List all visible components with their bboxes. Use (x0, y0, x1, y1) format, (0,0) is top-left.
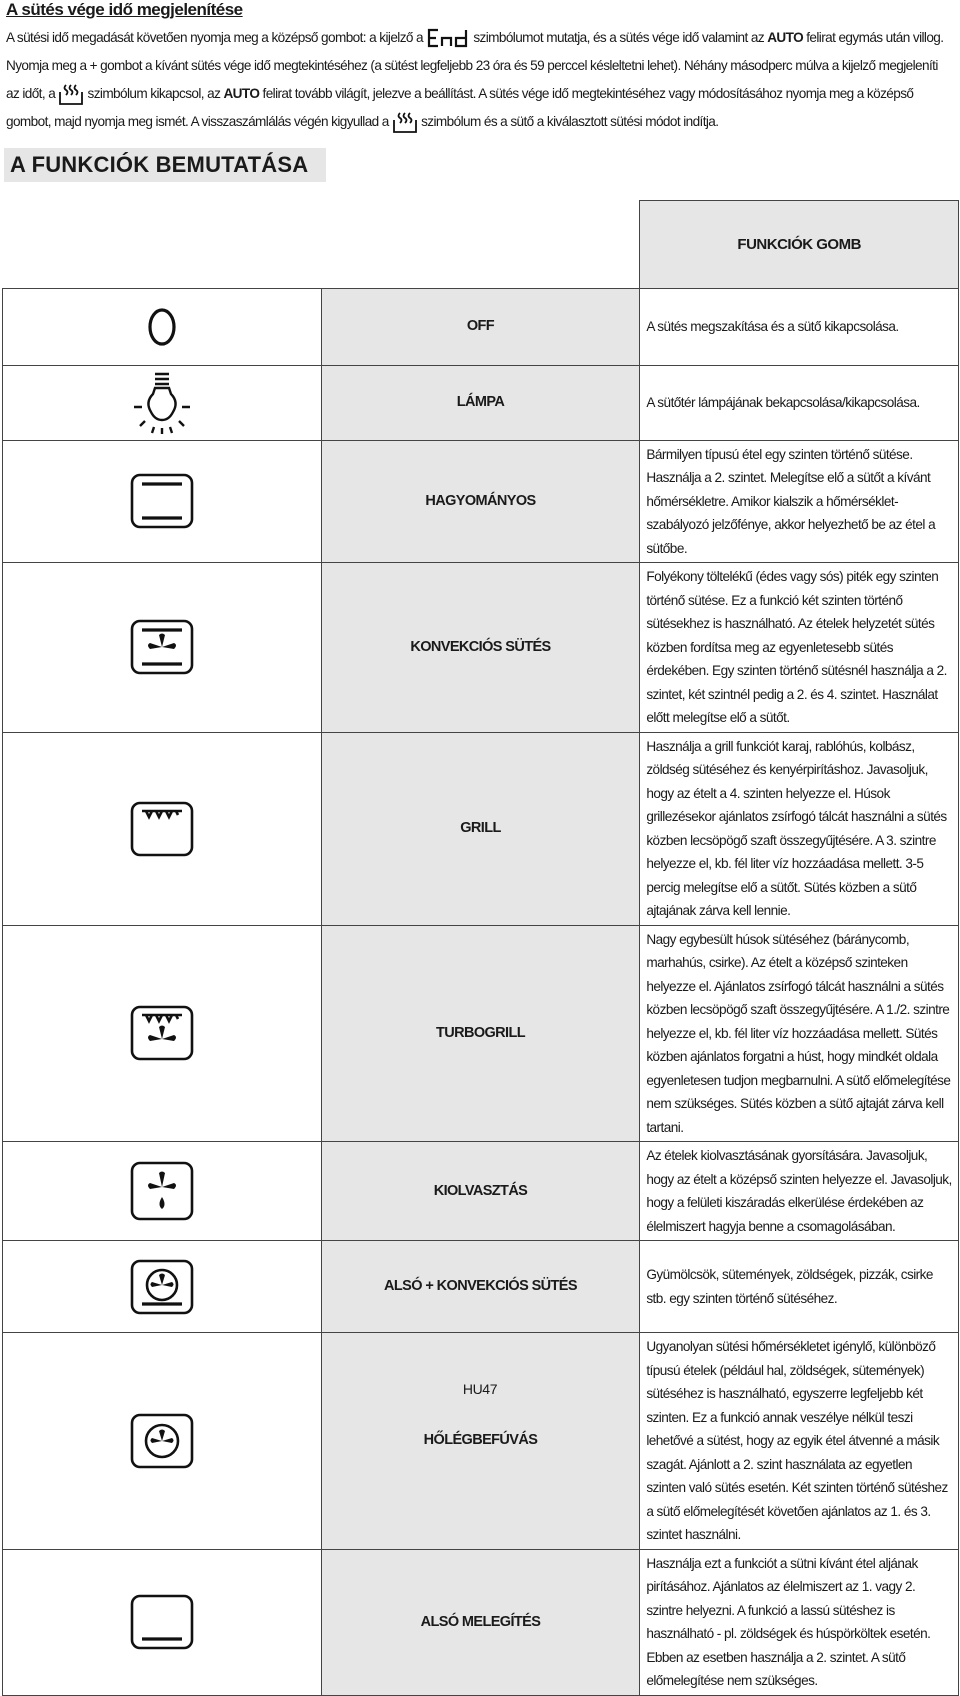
function-description: Nagy egybesült húsok sütéséhez (báránycomb, marhahús, csirke). Az ételt a középső szinteken helyezze el. Ajánlatos zsírfogó tálcát használni a sütés közben lecsöpögő szaft összegyűjtésére. A 1./2. szintre helyezze el, kb. fél liter víz hozzáadása mellett. Sütés közben ajánlatos forgatni a húst, hogy mindkét oldala egyenletesen tudjon megbarnulni. A sütő előmelegítése nem szükséges. Sütés közben a sütő ajtaját zárva kell tartani. (640, 925, 959, 1142)
table-row (3, 1241, 959, 1333)
function-name: KONVEKCIÓS SÜTÉS (321, 563, 640, 733)
function-name: OFF (321, 288, 640, 365)
defrost-icon (3, 1142, 322, 1241)
end-symbol-icon (426, 28, 470, 48)
table-row (3, 1333, 959, 1550)
function-name: GRILL (321, 732, 640, 925)
function-name: ALSÓ + KONVEKCIÓS SÜTÉS (321, 1241, 640, 1333)
turbogrill-icon (3, 925, 322, 1142)
section-title: A FUNKCIÓK BEMUTATÁSA (4, 148, 326, 182)
table-header-row (3, 201, 959, 289)
table-row (3, 365, 959, 440)
table-header-blank (3, 201, 640, 289)
function-description: A sütés megszakítása és a sütő kikapcsolása. (640, 288, 959, 365)
table-row (3, 1142, 959, 1241)
function-description: Gyümölcsök, sütemények, zöldségek, pizzák, csirke stb. egy szinten történő sütéséhez. (640, 1241, 959, 1333)
function-description: Folyékony töltelékű (édes vagy sós) piték egy szinten történő sütése. Ez a funkció két szinten történő sütésekhez is használható. Az ételek helyzetét sütés közben fordítsa meg az egyenletesebb sütés érdekében. Egy szinten történő sütésnél használja a 2. szintet, két szintnél pedig a 2. és 4. szintet. Használat előtt melegítse elő a sütőt. (640, 563, 959, 733)
table-row (3, 1549, 959, 1695)
function-name: LÁMPA (321, 365, 640, 440)
function-name: TURBOGRILL (321, 925, 640, 1142)
intro-text: felirat egymás után villog. Nyomja meg a + gombot a kívánt sütés vége idő megtekintéséhez (a sütést legfeljebb 23 óra és 59 perccel késleltetni lehet). Néhány másodperc múlva a kijelző megjeleníti az időt, a (6, 30, 944, 101)
intro-text: szimbólumot mutatja, és a sütés vége idő valamint az (470, 30, 768, 45)
function-description: Használja a grill funkciót karaj, rablóhús, kolbász, zöldség sütéséhez és kenyérpirításhoz. Javasoljuk, hogy az ételt a 4. szinten helyezze el. Húsok grillezésekor ajánlatos zsírfogó tálcát használni a sütés közben lecsöpögő szaft összegyűjtésére. A 3. szintre helyezze el, kb. fél liter víz hozzáadása mellett. 3-5 percig melegítse elő a sütőt. Sütés közben a sütő ajtajának zárva kell lennie. (640, 732, 959, 925)
function-description: A sütőtér lámpájának bekapcsolása/kikapcsolása. (640, 365, 959, 440)
function-name: KIOLVASZTÁS (321, 1142, 640, 1241)
bottom-heat-icon (3, 1549, 322, 1695)
table-row (3, 732, 959, 925)
intro-paragraph (6, 24, 954, 136)
table-header-title: FUNKCIÓK GOMB (640, 201, 959, 289)
function-description: Ugyanolyan sütési hőmérsékletet igénylő, különböző típusú ételek (például hal, zöldségek, sütemények) sütéséhez is használható, egyszerre legfeljebb két szinten. Ez a funkció annak veszélye nélkül teszi lehetővé a sütést, hogy az egyik étel átvenné a másik szagát. Ajánlott a 2. szint használata az egyetlen szinten való sütés esetén. Két szinten történő sütéshez a sütő előmelegítését követően ajánlatos az 1. és 3. szintet használni. (640, 1333, 959, 1550)
page-number: HU47 (462, 1381, 498, 1397)
function-name: HŐLÉGBEFÚVÁS (321, 1333, 640, 1550)
off-icon (3, 288, 322, 365)
table-row (3, 563, 959, 733)
table-row (3, 440, 959, 563)
cooking-symbol-icon (58, 82, 84, 106)
hot-air-icon (3, 1333, 322, 1550)
intro-text: A sütési idő megadását követően nyomja meg a középső gombot: a kijelző a (6, 30, 427, 45)
function-description: Bármilyen típusú étel egy szinten történő sütése. Használja a 2. szintet. Melegítse elő a sütőt a kívánt hőmérsékletre. Amikor kialszik a hőmérséklet-szabályozó jelzőfénye, akkor helyezhető be az étel a sütőbe. (640, 440, 959, 563)
intro-text: szimbólum kikapcsol, az (84, 86, 224, 101)
table-row (3, 925, 959, 1142)
conventional-icon (3, 440, 322, 563)
function-name: ALSÓ MELEGÍTÉS (321, 1549, 640, 1695)
intro-text: szimbólum és a sütő a kiválasztott sütési módot indítja. (417, 114, 719, 129)
lamp-icon (3, 365, 322, 440)
convection-icon (3, 563, 322, 733)
intro-text: felirat tovább világít, jelezve a beállítást. A sütés vége idő megtekintéséhez vagy módosításához nyomja meg a középső gombot, majd nyomja meg ismét. A visszaszámlálás végén kigyullad a (6, 86, 914, 129)
auto-label: AUTO (223, 86, 260, 101)
function-description: Az ételek kiolvasztásának gyorsítására. Javasoljuk, hogy az ételt a középső szinten helyezze el. Javasoljuk, hogy a felületi kiszáradás elkerülése érdekében az élelmiszert hagyja benne a csomagolásában. (640, 1142, 959, 1241)
functions-table (2, 200, 959, 1696)
function-name: HAGYOMÁNYOS (321, 440, 640, 563)
function-description: Használja ezt a funkciót a sütni kívánt étel aljának pirításához. Ajánlatos az élelmiszert az 1. vagy 2. szintre helyezni. A funkció a lassú sütéshez is használható - pl. zöldségek és húspörköltek esetén. Ebben az esetben használja a 2. szintet. A sütő előmelegítése nem szükséges. (640, 1549, 959, 1695)
table-row (3, 288, 959, 365)
page-heading: A sütés vége idő megjelenítése (6, 0, 243, 19)
cooking-symbol-icon (392, 110, 418, 134)
bottom-convection-icon (3, 1241, 322, 1333)
auto-label: AUTO (767, 30, 804, 45)
grill-icon (3, 732, 322, 925)
